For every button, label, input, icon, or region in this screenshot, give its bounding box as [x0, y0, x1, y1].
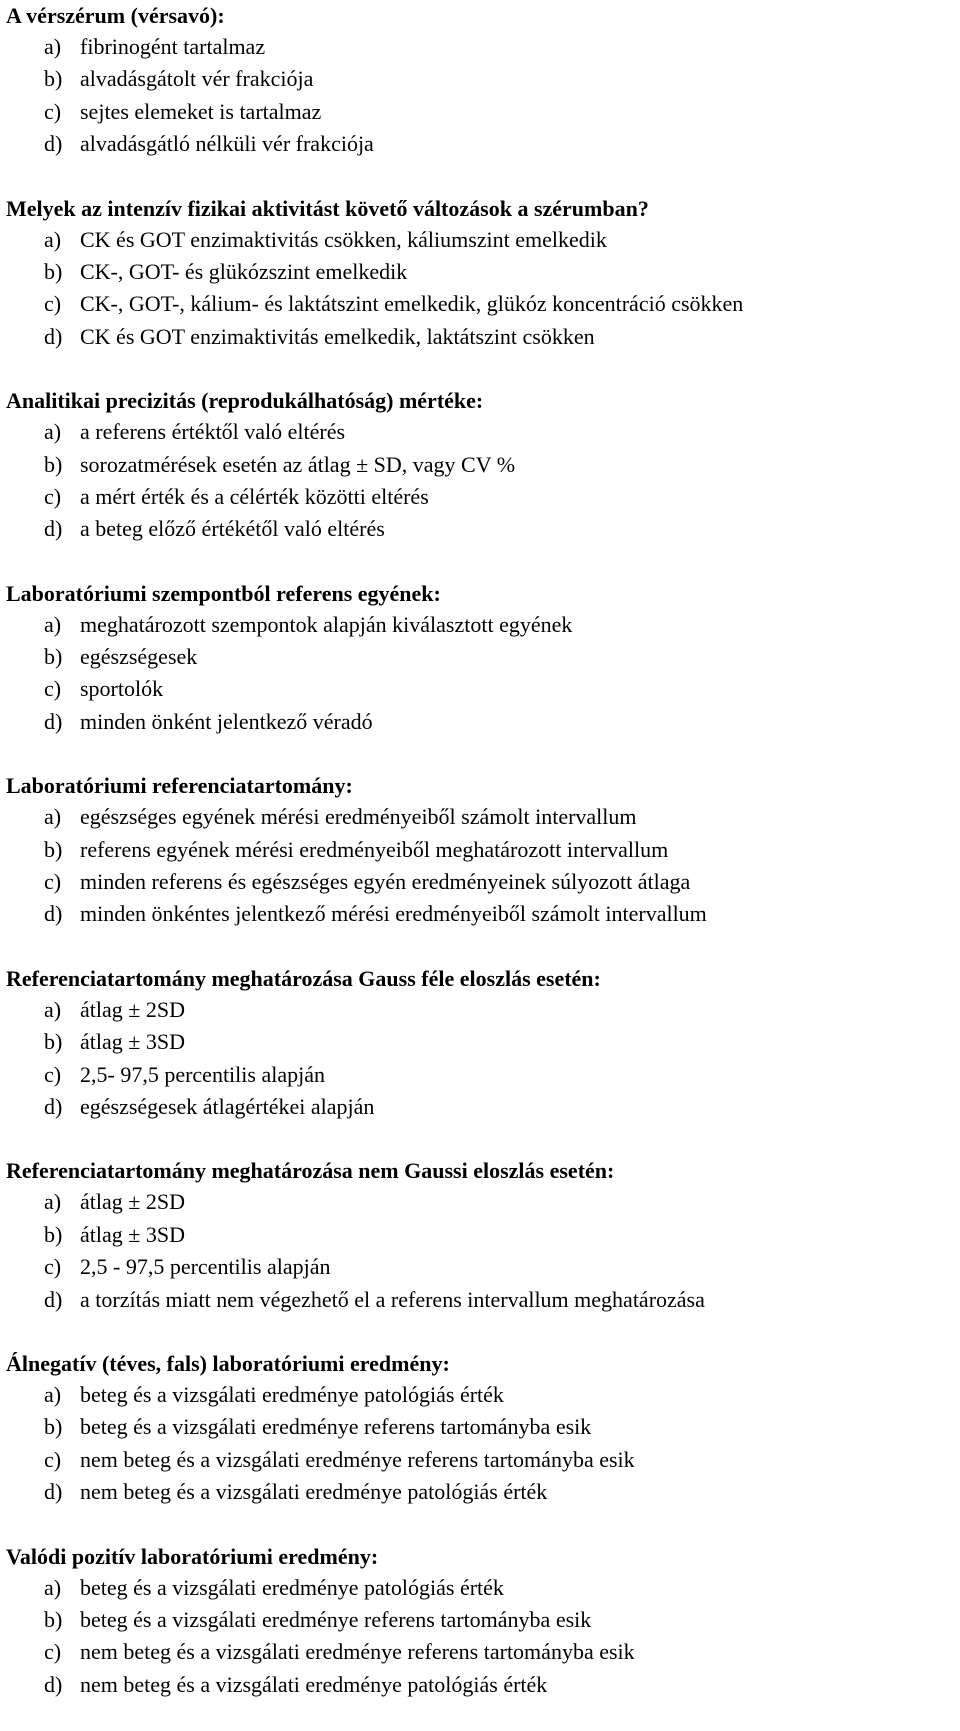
answer-option-c: [6, 481, 956, 513]
option-letter: d): [44, 1286, 63, 1312]
option-text: átlag ± 2SD: [80, 996, 185, 1022]
answer-option-a: [6, 31, 956, 63]
option-letter: d): [44, 1479, 63, 1505]
option-text: minden önkéntes jelentkező mérési eredményeiből számolt intervallum: [80, 901, 707, 927]
option-text: sportolók: [80, 676, 164, 702]
answer-option-d: [6, 706, 956, 738]
question-title: Laboratóriumi referenciatartomány:: [6, 773, 353, 799]
question-true-positive: [6, 1542, 956, 1702]
option-letter: a): [44, 804, 62, 830]
option-text: 2,5- 97,5 percentilis alapján: [80, 1061, 325, 1087]
option-letter: a): [44, 34, 62, 59]
option-letter: d): [44, 323, 63, 349]
question-spacer: [6, 931, 956, 964]
question-precision: [6, 386, 956, 546]
option-text: alvadásgátolt vér frakciója: [80, 66, 314, 92]
answer-option-a: [6, 609, 956, 641]
option-text: 2,5 - 97,5 percentilis alapján: [80, 1254, 331, 1280]
question-title: Álnegatív (téves, fals) laboratóriumi eredmény:: [6, 1350, 450, 1376]
option-letter: c): [44, 98, 62, 124]
answer-option-a: [6, 416, 956, 448]
question-spacer: [6, 738, 956, 771]
option-text: nem beteg és a vizsgálati eredménye referens tartományba esik: [80, 1639, 635, 1665]
question-serum: [6, 1, 956, 161]
option-text: nem beteg és a vizsgálati eredménye referens tartományba esik: [80, 1446, 635, 1472]
option-letter: c): [44, 1446, 62, 1472]
option-text: nem beteg és a vizsgálati eredménye patológiás érték: [80, 1671, 548, 1697]
answer-option-a: [6, 994, 956, 1026]
answer-option-d: [6, 128, 956, 160]
answer-options: [6, 609, 956, 739]
question-spacer: [6, 1123, 956, 1156]
document-page: [6, 0, 956, 1701]
answer-option-b: [6, 834, 956, 866]
answer-option-a: [6, 1186, 956, 1218]
option-letter: c): [44, 1639, 62, 1665]
answer-option-c: [6, 288, 956, 320]
option-text: beteg és a vizsgálati eredménye patológiás érték: [80, 1574, 504, 1600]
answer-option-b: [6, 1411, 956, 1443]
answer-option-d: [6, 1476, 956, 1508]
answer-option-d: [6, 898, 956, 930]
answer-option-c: [6, 1636, 956, 1668]
option-text: meghatározott szempontok alapján kiválasztott egyének: [80, 611, 573, 637]
option-text: egészséges egyének mérési eredményeiből számolt intervallum: [80, 804, 637, 830]
answer-option-b: [6, 256, 956, 288]
option-letter: b): [44, 1606, 63, 1632]
answer-option-d: [6, 321, 956, 353]
option-text: alvadásgátló nélküli vér frakciója: [80, 131, 374, 157]
option-text: CK-, GOT- és glükózszint emelkedik: [80, 258, 408, 284]
answer-option-d: [6, 1091, 956, 1123]
option-letter: a): [44, 996, 62, 1022]
option-text: sorozatmérések esetén az átlag ± SD, vagy CV %: [80, 451, 516, 477]
option-letter: a): [44, 419, 62, 445]
question-spacer: [6, 1316, 956, 1349]
answer-option-a: [6, 1379, 956, 1411]
answer-option-c: [6, 96, 956, 128]
answer-options: [6, 224, 956, 354]
answer-option-b: [6, 1604, 956, 1636]
option-letter: b): [44, 1221, 63, 1247]
question-title: Referenciatartomány meghatározása Gauss féle eloszlás esetén:: [6, 965, 601, 991]
option-letter: b): [44, 836, 63, 862]
option-letter: c): [44, 1254, 62, 1280]
question-spacer: [6, 161, 956, 194]
answer-option-a: [6, 801, 956, 833]
option-letter: b): [44, 644, 63, 670]
question-reference-range: [6, 771, 956, 931]
option-text: sejtes elemeket is tartalmaz: [80, 98, 322, 124]
question-gauss-range: [6, 964, 956, 1124]
answer-options: [6, 1186, 956, 1316]
answer-option-b: [6, 641, 956, 673]
answer-options: [6, 416, 956, 546]
option-letter: d): [44, 708, 63, 734]
question-false-negative: [6, 1349, 956, 1509]
option-text: beteg és a vizsgálati eredménye referens tartományba esik: [80, 1414, 592, 1440]
option-text: átlag ± 3SD: [80, 1029, 185, 1055]
option-text: a torzítás miatt nem végezhető el a referens intervallum meghatározása: [80, 1286, 705, 1312]
option-text: fibrinogént tartalmaz: [80, 34, 266, 59]
answer-option-c: [6, 1251, 956, 1283]
answer-option-d: [6, 1669, 956, 1701]
question-spacer: [6, 353, 956, 386]
question-title: Laboratóriumi szempontból referens egyének:: [6, 580, 441, 606]
answer-options: [6, 1572, 956, 1702]
answer-option-d: [6, 513, 956, 545]
option-letter: d): [44, 131, 63, 157]
option-text: átlag ± 3SD: [80, 1221, 185, 1247]
question-title: Analitikai precizitás (reprodukálhatóság) mértéke:: [6, 388, 484, 414]
option-letter: a): [44, 1189, 62, 1215]
answer-option-a: [6, 224, 956, 256]
answer-option-b: [6, 63, 956, 95]
option-text: beteg és a vizsgálati eredménye patológiás érték: [80, 1381, 504, 1407]
answer-option-c: [6, 1444, 956, 1476]
option-text: CK és GOT enzimaktivitás csökken, káliumszint emelkedik: [80, 226, 607, 252]
question-spacer: [6, 1509, 956, 1542]
question-title: Melyek az intenzív fizikai aktivitást követő változások a szérumban?: [6, 195, 649, 221]
option-text: minden referens és egészséges egyén eredményeinek súlyozott átlaga: [80, 869, 691, 895]
option-letter: c): [44, 869, 62, 895]
answer-option-c: [6, 866, 956, 898]
option-text: referens egyének mérési eredményeiből meghatározott intervallum: [80, 836, 669, 862]
option-text: beteg és a vizsgálati eredménye referens tartományba esik: [80, 1606, 592, 1632]
question-non-gauss-range: [6, 1156, 956, 1316]
option-text: minden önként jelentkező véradó: [80, 708, 373, 734]
answer-option-d: [6, 1284, 956, 1316]
option-letter: b): [44, 1029, 63, 1055]
option-letter: b): [44, 258, 63, 284]
question-physical-activity: [6, 194, 956, 354]
question-spacer: [6, 546, 956, 579]
option-letter: b): [44, 451, 63, 477]
option-text: egészségesek: [80, 644, 198, 670]
option-letter: d): [44, 516, 63, 542]
answer-option-b: [6, 1219, 956, 1251]
answer-option-b: [6, 1026, 956, 1058]
answer-option-b: [6, 449, 956, 481]
option-letter: d): [44, 901, 63, 927]
option-letter: c): [44, 291, 62, 317]
option-letter: c): [44, 1061, 62, 1087]
option-letter: a): [44, 226, 62, 252]
answer-options: [6, 31, 956, 161]
answer-options: [6, 1379, 956, 1509]
answer-options: [6, 801, 956, 931]
option-text: nem beteg és a vizsgálati eredménye patológiás érték: [80, 1479, 548, 1505]
option-text: a referens értéktől való eltérés: [80, 419, 346, 445]
question-reference-individuals: [6, 579, 956, 739]
option-letter: a): [44, 1574, 62, 1600]
question-title: A vérszérum (vérsavó):: [6, 3, 225, 28]
answer-option-a: [6, 1572, 956, 1604]
option-letter: d): [44, 1671, 63, 1697]
answer-option-c: [6, 673, 956, 705]
answer-option-c: [6, 1059, 956, 1091]
option-text: CK és GOT enzimaktivitás emelkedik, laktátszint csökken: [80, 323, 595, 349]
option-letter: b): [44, 1414, 63, 1440]
answer-options: [6, 994, 956, 1124]
option-letter: d): [44, 1093, 63, 1119]
option-text: a mért érték és a célérték közötti eltérés: [80, 483, 429, 509]
option-letter: b): [44, 66, 63, 92]
option-text: egészségesek átlagértékei alapján: [80, 1093, 375, 1119]
question-title: Valódi pozitív laboratóriumi eredmény:: [6, 1543, 379, 1569]
option-letter: c): [44, 676, 62, 702]
option-letter: a): [44, 611, 62, 637]
option-text: átlag ± 2SD: [80, 1189, 185, 1215]
option-text: CK-, GOT-, kálium- és laktátszint emelkedik, glükóz koncentráció csökken: [80, 291, 744, 317]
option-letter: a): [44, 1381, 62, 1407]
option-letter: c): [44, 483, 62, 509]
question-title: Referenciatartomány meghatározása nem Gaussi eloszlás esetén:: [6, 1158, 615, 1184]
option-text: a beteg előző értékétől való eltérés: [80, 516, 385, 542]
